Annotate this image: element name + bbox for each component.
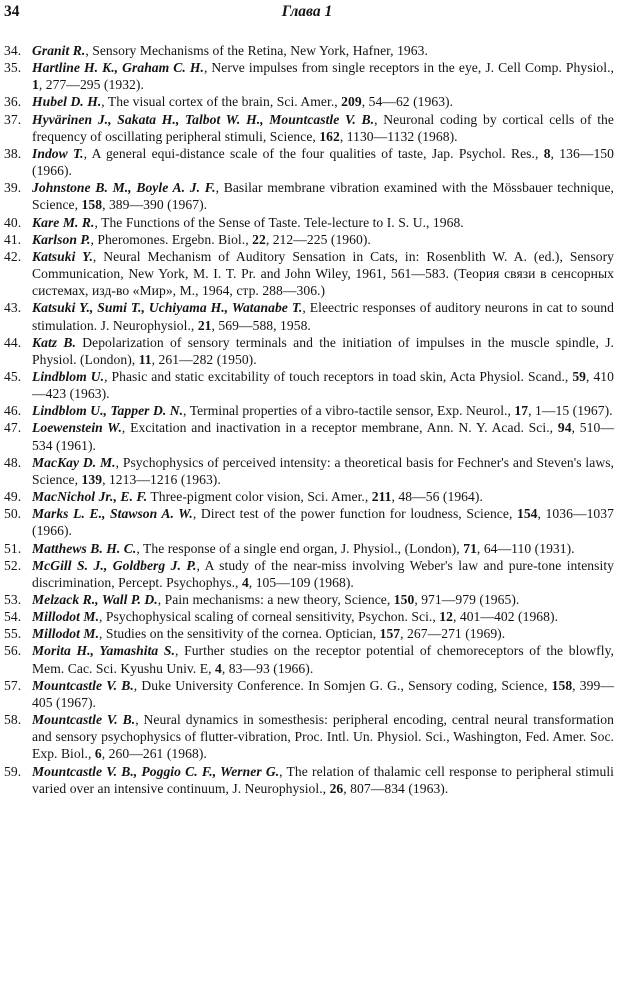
reference-volume: 4 xyxy=(215,660,222,676)
reference-authors: Melzack R., Wall P. D. xyxy=(32,592,158,607)
reference-entry xyxy=(4,111,614,145)
reference-entry xyxy=(4,488,614,505)
reference-text: , Eleectric responses of auditory neurons in cat to sound stimulation. J. Neurophysiol., xyxy=(32,300,614,333)
reference-text: , Studies on the sensitivity of the cornea. Optician, xyxy=(99,626,380,642)
reference-authors: Lindblom U., Tapper D. N. xyxy=(32,403,184,419)
reference-tail: , 64—110 (1931). xyxy=(476,540,575,556)
reference-entry xyxy=(4,454,614,488)
reference-entry xyxy=(4,540,614,557)
reference-authors: Hartline H. K., Graham C. H. xyxy=(32,60,204,76)
reference-authors: Karlson P. xyxy=(32,231,91,247)
reference-volume: 11 xyxy=(138,351,152,367)
reference-volume: 139 xyxy=(81,471,103,487)
reference-volume: 17 xyxy=(514,403,529,419)
reference-authors: Kare M. R. xyxy=(32,214,95,230)
reference-number: 48. xyxy=(4,454,22,470)
reference-entry xyxy=(4,763,614,797)
reference-number: 50. xyxy=(4,506,22,522)
reference-authors: MacKay D. M. xyxy=(32,454,116,470)
reference-number: 45. xyxy=(4,368,22,384)
reference-entry xyxy=(4,419,614,453)
reference-text: , Neural Mechanism of Auditory Sensation in Cats, in: Rosenblith W. A. (ed.), Sensory Communication, New York, M. I. T. Pr. and John Wiley, 1961, 561—583. (Теория связи в сенсорных системах, изд-во «Мир», М., 1964, стр. 288—306.) xyxy=(32,248,614,299)
reference-number: 35. xyxy=(4,60,22,76)
reference-number: 44. xyxy=(4,334,22,350)
reference-volume: 158 xyxy=(81,197,103,213)
reference-entry xyxy=(4,179,614,213)
reference-tail: , 83—93 (1966). xyxy=(221,660,314,676)
reference-volume: 211 xyxy=(371,489,392,505)
reference-list xyxy=(4,42,614,797)
reference-text: , Nerve impulses from single receptors in the eye, J. Cell Comp. Physiol., xyxy=(203,60,614,76)
reference-tail: , 136—150 (1966). xyxy=(32,145,614,179)
reference-text: Depolarization of sensory terminals and the initiation of impulses in the muscle spindle, J. Physiol. (London), xyxy=(32,334,614,367)
reference-number: 51. xyxy=(4,540,22,556)
reference-number: 46. xyxy=(4,403,22,419)
reference-volume: 71 xyxy=(463,540,477,556)
page-number: 34 xyxy=(4,3,20,20)
reference-volume: 59 xyxy=(572,368,587,384)
reference-text: , Psychophysical scaling of corneal sensitivity, Psychon. Sci., xyxy=(99,609,440,625)
reference-tail: , 389—390 (1967). xyxy=(102,197,208,213)
reference-number: 54. xyxy=(4,609,22,625)
reference-volume: 157 xyxy=(379,626,401,642)
reference-tail: , 1213—1216 (1963). xyxy=(102,471,221,487)
reference-volume: 4 xyxy=(241,574,249,590)
reference-entry xyxy=(4,642,614,676)
reference-text: , The response of a single end organ, J. Physiol., (London), xyxy=(136,540,464,556)
reference-entry xyxy=(4,368,614,402)
reference-tail: , 1036—1037 (1966). xyxy=(32,506,614,539)
reference-entry xyxy=(4,248,614,299)
reference-authors: Matthews B. H. C. xyxy=(32,540,137,556)
reference-number: 36. xyxy=(4,94,22,110)
reference-tail: , 569—588, 1958. xyxy=(211,317,311,333)
reference-tail: , 54—62 (1963). xyxy=(361,94,454,110)
reference-tail: , 399—405 (1967). xyxy=(32,677,614,710)
reference-entry xyxy=(4,505,614,539)
reference-tail: , 277—295 (1932). xyxy=(38,77,144,93)
reference-text: , Basilar membrane vibration examined with the Mössbauer technique, Science, xyxy=(32,180,614,213)
reference-text: , Duke University Conference. In Somjen G. G., Sensory coding, Science, xyxy=(133,677,552,693)
reference-entry xyxy=(4,145,614,179)
reference-entry xyxy=(4,214,614,231)
reference-text: , A study of the near-miss involving Weber's law and pure-tone intensity discrimination, Percept. Psychophys., xyxy=(32,557,614,590)
reference-entry xyxy=(4,711,614,762)
reference-tail: , 212—225 (1960). xyxy=(265,231,371,247)
page-header xyxy=(4,3,610,25)
reference-entry xyxy=(4,402,614,419)
reference-number: 59. xyxy=(4,763,22,779)
reference-volume: 21 xyxy=(197,317,212,333)
reference-tail: , 1—15 (1967). xyxy=(528,403,613,419)
reference-text: , Neuronal coding by cortical cells of the frequency of oscillating peripheral stimuli, Science, xyxy=(32,111,614,144)
reference-volume: 8 xyxy=(543,145,551,161)
reference-tail: , 971—979 (1965). xyxy=(414,592,520,607)
reference-text: , The relation of thalamic cell response to peripheral stimuli varied over an intensive continuum, J. Neurophysiol., xyxy=(32,763,614,796)
reference-text: , The Functions of the Sense of Taste. Tele-lecture to I. S. U., 1968. xyxy=(94,214,464,230)
reference-authors: McGill S. J., Goldberg J. P. xyxy=(32,557,197,573)
reference-number: 47. xyxy=(4,420,22,436)
reference-entry xyxy=(4,625,614,642)
reference-number: 37. xyxy=(4,111,22,127)
reference-authors: Johnstone B. M., Boyle A. J. F. xyxy=(32,180,216,196)
reference-tail: , 105—109 (1968). xyxy=(248,574,354,590)
chapter-title: Глава 1 xyxy=(281,3,333,20)
reference-text: , Further studies on the receptor potential of chemoreceptors of the blowfly, Mem. Cac. Sci. Kyushu Univ. E, xyxy=(32,643,614,676)
reference-authors: Granit R. xyxy=(32,43,86,58)
reference-text: , Excitation and inactivation in a receptor membrane, Ann. N. Y. Acad. Sci., xyxy=(121,420,558,436)
reference-number: 52. xyxy=(4,557,22,573)
reference-volume: 6 xyxy=(94,746,102,762)
reference-number: 57. xyxy=(4,677,22,693)
reference-entry xyxy=(4,591,614,608)
reference-entry xyxy=(4,42,614,59)
reference-tail: , 401—402 (1968). xyxy=(452,609,559,625)
reference-number: 38. xyxy=(4,145,22,161)
reference-entry xyxy=(4,299,614,333)
reference-text: Three-pigment color vision, Sci. Amer., xyxy=(147,489,372,505)
reference-authors: Marks L. E., Stawson A. W. xyxy=(32,506,193,522)
reference-number: 56. xyxy=(4,643,22,659)
reference-entry xyxy=(4,334,614,368)
reference-volume: 22 xyxy=(252,231,266,247)
reference-authors: MacNichol Jr., E. F. xyxy=(32,489,148,505)
reference-number: 43. xyxy=(4,300,22,316)
reference-volume: 94 xyxy=(557,420,572,436)
reference-number: 42. xyxy=(4,248,22,264)
reference-text: , Direct test of the power function for loudness, Science, xyxy=(192,506,517,522)
reference-entry xyxy=(4,231,614,248)
reference-authors: Millodot M. xyxy=(32,626,100,642)
reference-entry xyxy=(4,608,614,625)
reference-entry xyxy=(4,59,614,93)
reference-authors: Millodot M. xyxy=(32,609,100,625)
reference-number: 40. xyxy=(4,214,22,230)
reference-entry xyxy=(4,557,614,591)
reference-number: 55. xyxy=(4,626,22,642)
reference-volume: 12 xyxy=(439,609,453,625)
reference-authors: Katsuki Y. xyxy=(32,248,93,264)
reference-volume: 26 xyxy=(329,780,344,796)
reference-volume: 1 xyxy=(32,77,39,93)
reference-tail: , 261—282 (1950). xyxy=(151,351,257,367)
reference-volume: 154 xyxy=(516,506,538,522)
reference-entry xyxy=(4,93,614,110)
reference-authors: Lindblom U. xyxy=(32,368,105,384)
reference-number: 34. xyxy=(4,43,22,58)
reference-entry xyxy=(4,677,614,711)
reference-volume: 158 xyxy=(551,677,573,693)
reference-text: , A general equi-distance scale of the four qualities of taste, Jap. Psychol. Res., xyxy=(83,145,544,161)
reference-volume: 150 xyxy=(393,592,415,607)
reference-authors: Hyvärinen J., Sakata H., Talbot W. H., Mountcastle V. B. xyxy=(32,111,375,127)
reference-number: 53. xyxy=(4,592,22,607)
reference-tail: , 1130—1132 (1968). xyxy=(339,128,458,144)
reference-text: , Phasic and static excitability of touch receptors in toad skin, Acta Physiol. Scand., xyxy=(104,368,573,384)
reference-text: , Neural dynamics in somesthesis: peripheral encoding, central neural transformation and sensory psychophysics of flutter-vibration, Proc. Intl. Un. Physiol. Sci., Washington, Fed. Amer. Soc. Exp. Biol., xyxy=(32,712,614,762)
reference-authors: Mountcastle V. B. xyxy=(32,712,136,728)
reference-authors: Mountcastle V. B. xyxy=(32,677,134,693)
reference-authors: Loewenstein W. xyxy=(32,420,122,436)
reference-text: , Psychophysics of perceived intensity: a theoretical basis for Fechner's and Steven's laws, Science, xyxy=(32,454,614,487)
reference-volume: 162 xyxy=(319,128,340,144)
reference-authors: Morita H., Yamashita S. xyxy=(32,643,175,659)
reference-tail: , 410—423 (1963). xyxy=(32,368,614,402)
reference-text: , Sensory Mechanisms of the Retina, New York, Hafner, 1963. xyxy=(85,43,428,58)
reference-number: 49. xyxy=(4,489,22,505)
reference-tail: , 807—834 (1963). xyxy=(343,780,449,796)
reference-authors: Mountcastle V. B., Poggio C. F., Werner G. xyxy=(32,763,280,779)
reference-authors: Katsuki Y., Sumi T., Uchiyama H., Watanabe T. xyxy=(32,300,303,316)
reference-authors: Indow T. xyxy=(32,145,84,161)
reference-number: 41. xyxy=(4,231,22,247)
reference-number: 39. xyxy=(4,180,22,196)
reference-text: , Terminal properties of a vibro-tactile sensor, Exp. Neurol., xyxy=(183,403,515,419)
reference-text: , Pheromones. Ergebn. Biol., xyxy=(90,231,253,247)
reference-authors: Hubel D. H. xyxy=(32,94,102,110)
reference-number: 58. xyxy=(4,712,22,728)
reference-text: , Pain mechanisms: a new theory, Science, xyxy=(157,592,394,607)
reference-tail: , 48—56 (1964). xyxy=(391,489,483,505)
reference-authors: Katz B. xyxy=(32,334,76,350)
reference-tail: , 260—261 (1968). xyxy=(101,746,207,762)
reference-tail: , 267—271 (1969). xyxy=(400,626,506,642)
reference-text: , The visual cortex of the brain, Sci. Amer., xyxy=(101,94,342,110)
reference-tail: , 510—534 (1961). xyxy=(32,420,614,453)
reference-volume: 209 xyxy=(341,94,362,110)
